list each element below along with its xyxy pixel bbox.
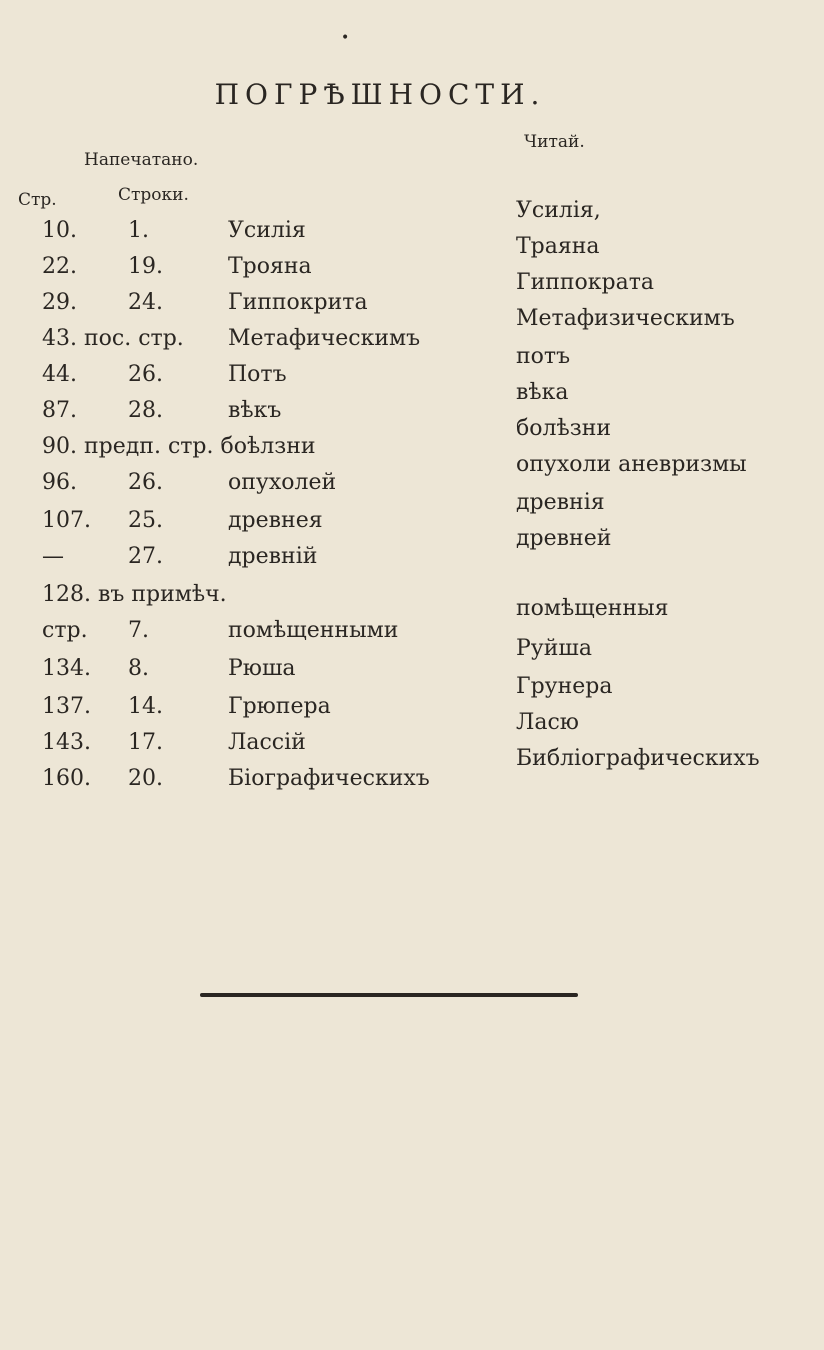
errata-correct-word: Руйша bbox=[516, 636, 592, 661]
errata-correct-word: потъ bbox=[516, 344, 571, 369]
errata-correct-word: Траяна bbox=[516, 234, 600, 259]
errata-correct-word: Грунера bbox=[516, 674, 613, 699]
errata-page-number: 22. bbox=[42, 254, 77, 279]
errata-printed-word: Грюпера bbox=[228, 694, 331, 719]
errata-page-number: 160. bbox=[42, 766, 91, 791]
errata-line-number: 24. bbox=[128, 290, 163, 315]
errata-line-number: 27. bbox=[128, 544, 163, 569]
errata-page-number: 134. bbox=[42, 656, 91, 681]
page-mark: • bbox=[341, 30, 350, 46]
errata-printed-word: древнея bbox=[228, 508, 323, 533]
page-column-header: Стр. bbox=[18, 190, 57, 210]
errata-printed-word: Рюша bbox=[228, 656, 296, 681]
errata-page-number: 87. bbox=[42, 398, 77, 423]
errata-lead: 90. предп. стр. боѣлзни bbox=[42, 434, 316, 459]
errata-printed-word: Усилія bbox=[228, 218, 306, 243]
errata-printed-word: Гиппокрита bbox=[228, 290, 368, 315]
errata-page-number: 143. bbox=[42, 730, 91, 755]
errata-printed-word: помѣщенными bbox=[228, 618, 399, 643]
read-column-header: Читай. bbox=[524, 132, 585, 152]
divider-rule bbox=[200, 993, 578, 997]
errata-page-number: — bbox=[42, 544, 64, 569]
errata-correct-word: Ласю bbox=[516, 710, 579, 735]
errata-line-number: 28. bbox=[128, 398, 163, 423]
printed-column-header: Напечатано. bbox=[84, 150, 199, 170]
errata-printed-word: Трояна bbox=[228, 254, 312, 279]
errata-page-number: 29. bbox=[42, 290, 77, 315]
errata-printed-word: древній bbox=[228, 544, 318, 569]
page-title: ПОГРѢШНОСТИ. bbox=[214, 78, 546, 111]
errata-page-number: стр. bbox=[42, 618, 88, 643]
errata-correct-word: вѣка bbox=[516, 380, 569, 405]
errata-correct-word: Метафизическимъ bbox=[516, 306, 735, 331]
errata-correct-word: болѣзни bbox=[516, 416, 612, 441]
errata-line-number: 17. bbox=[128, 730, 163, 755]
errata-page-number: 137. bbox=[42, 694, 91, 719]
errata-correct-word: Усилія, bbox=[516, 198, 601, 223]
errata-line-number: 26. bbox=[128, 470, 163, 495]
line-column-header: Строки. bbox=[118, 185, 189, 205]
errata-printed-word: опухолей bbox=[228, 470, 337, 495]
errata-correct-word: помѣщенныя bbox=[516, 596, 669, 621]
errata-correct-word: Библіографическихъ bbox=[516, 746, 760, 771]
errata-printed-word: Потъ bbox=[228, 362, 287, 387]
errata-line-number: 26. bbox=[128, 362, 163, 387]
errata-line-number: 7. bbox=[128, 618, 149, 643]
errata-printed-word: Біографическихъ bbox=[228, 766, 430, 791]
errata-line-number: 1. bbox=[128, 218, 149, 243]
errata-lead: 43. пос. стр. bbox=[42, 326, 184, 351]
errata-printed-word: Метафическимъ bbox=[228, 326, 421, 351]
errata-line-number: 19. bbox=[128, 254, 163, 279]
errata-line-number: 20. bbox=[128, 766, 163, 791]
errata-printed-word: вѣкъ bbox=[228, 398, 282, 423]
errata-page-number: 44. bbox=[42, 362, 77, 387]
errata-correct-word: древнія bbox=[516, 490, 605, 515]
errata-line-number: 14. bbox=[128, 694, 163, 719]
errata-page-number: 96. bbox=[42, 470, 77, 495]
errata-correct-word: Гиппократа bbox=[516, 270, 655, 295]
errata-page-number: 10. bbox=[42, 218, 77, 243]
errata-correct-word: древней bbox=[516, 526, 612, 551]
errata-printed-word: Лассій bbox=[228, 730, 306, 755]
errata-lead: 128. въ примѣч. bbox=[42, 582, 227, 607]
errata-page-number: 107. bbox=[42, 508, 91, 533]
errata-correct-word: опухоли аневризмы bbox=[516, 452, 747, 477]
errata-line-number: 25. bbox=[128, 508, 163, 533]
errata-line-number: 8. bbox=[128, 656, 149, 681]
